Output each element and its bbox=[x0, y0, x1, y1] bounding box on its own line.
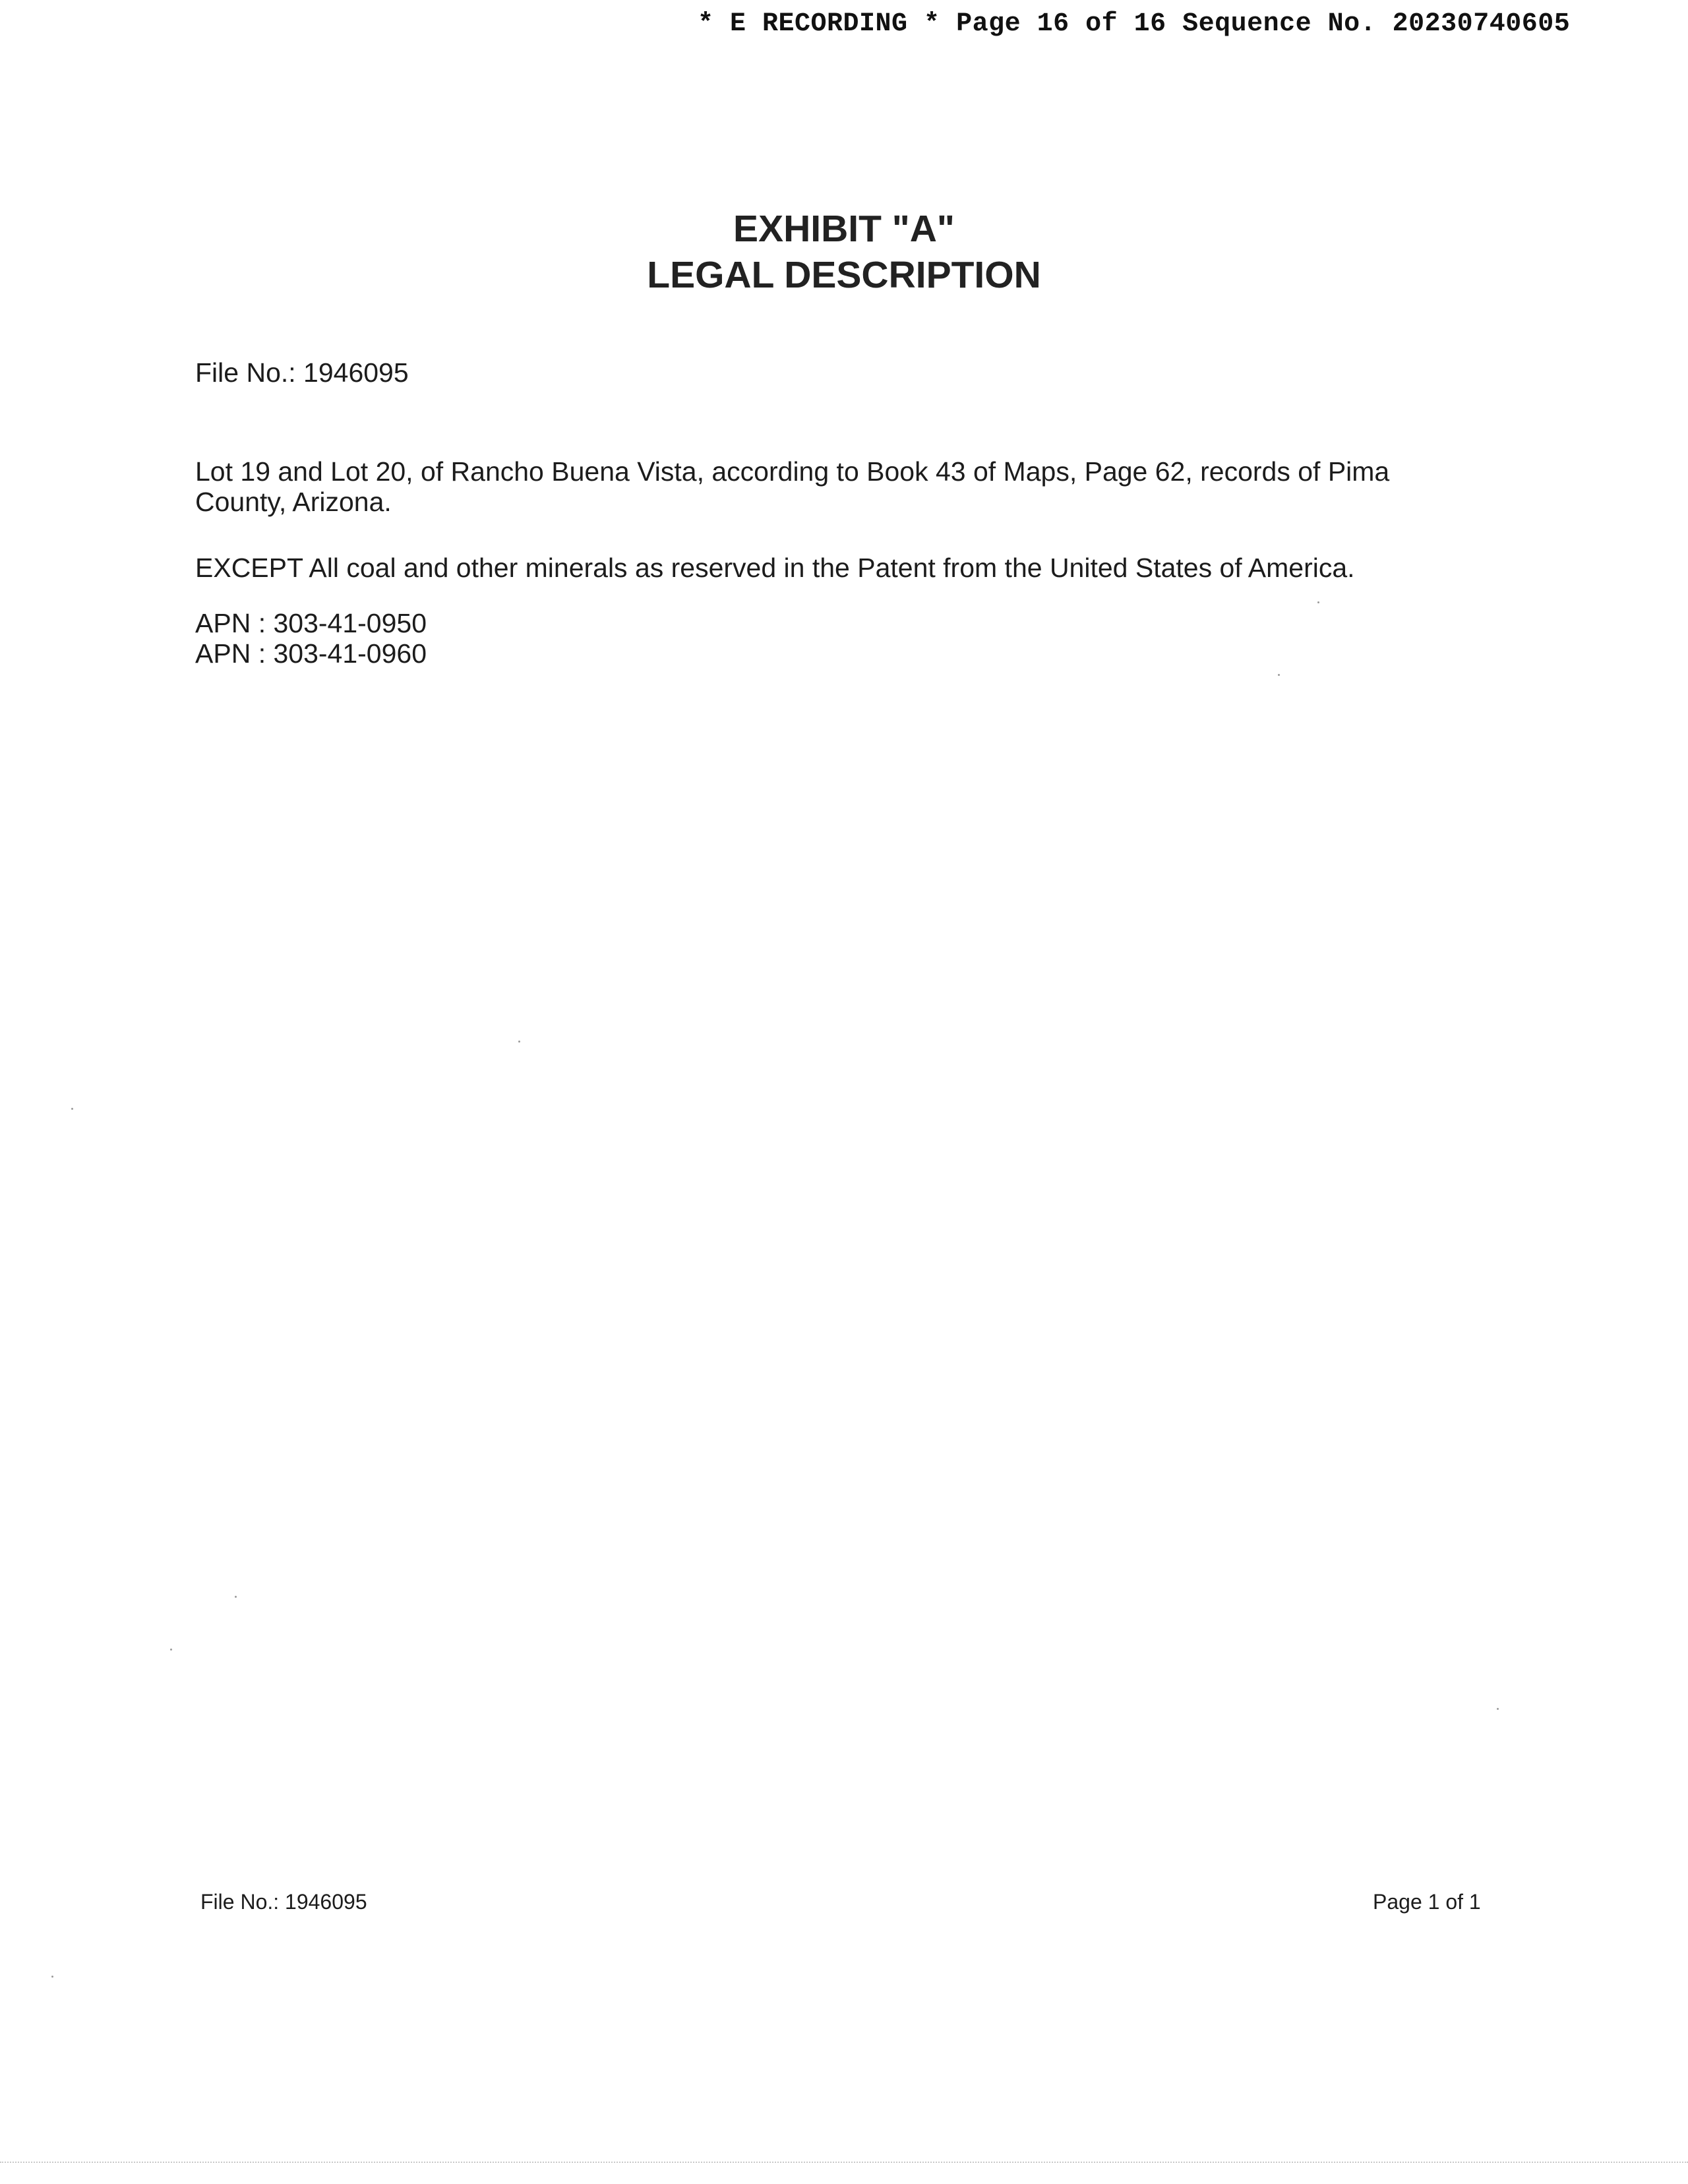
scan-speck bbox=[51, 1976, 53, 1978]
legal-description-line-1: Lot 19 and Lot 20, of Rancho Buena Vista, according to Book 43 of Maps, Page 62, records of Pima bbox=[195, 456, 1390, 487]
apn-2: APN : 303-41-0960 bbox=[195, 638, 427, 669]
scan-edge-line bbox=[0, 2162, 1688, 2163]
scan-speck bbox=[71, 1108, 73, 1110]
exhibit-title bbox=[0, 206, 1688, 298]
file-number: File No.: 1946095 bbox=[195, 357, 409, 388]
apn-1: APN : 303-41-0950 bbox=[195, 608, 427, 638]
scan-speck bbox=[170, 1649, 172, 1651]
exhibit-title-line-1: EXHIBIT "A" bbox=[733, 208, 955, 250]
recording-stamp: * E RECORDING * Page 16 of 16 Sequence No. 20230740605 bbox=[698, 9, 1571, 39]
mineral-exception: EXCEPT All coal and other minerals as reserved in the Patent from the United States of America. bbox=[195, 553, 1355, 583]
exhibit-title-line-2: LEGAL DESCRIPTION bbox=[647, 254, 1041, 296]
scan-speck bbox=[235, 1596, 237, 1598]
scan-speck bbox=[1278, 674, 1280, 676]
footer-file-number: File No.: 1946095 bbox=[200, 1890, 367, 1914]
scan-speck bbox=[1317, 601, 1319, 603]
footer-page-number: Page 1 of 1 bbox=[1373, 1890, 1481, 1914]
scan-speck bbox=[518, 1041, 520, 1043]
scan-speck bbox=[1497, 1708, 1499, 1710]
legal-description-line-2: County, Arizona. bbox=[195, 487, 392, 517]
